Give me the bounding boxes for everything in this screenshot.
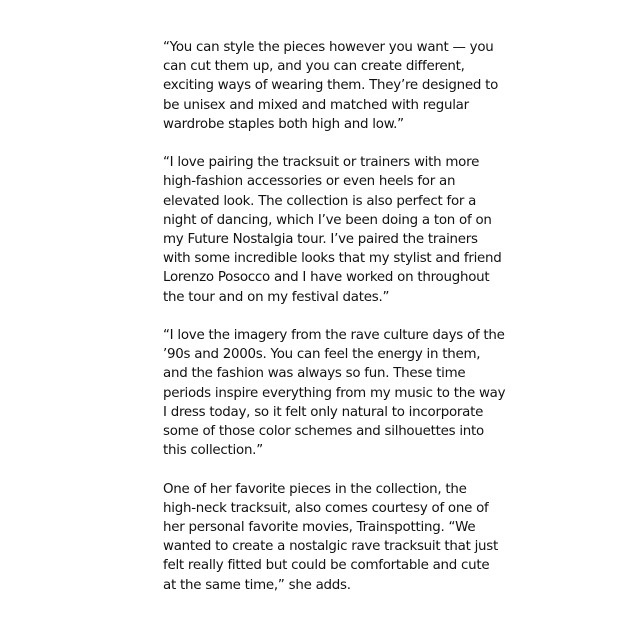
text-line: with some incredible looks that my stylist and friend bbox=[163, 251, 502, 267]
narrative-paragraph-tracksuit bbox=[163, 480, 499, 595]
text-line: can cut them up, and you can create different, bbox=[163, 59, 465, 75]
text-line: my Future Nostalgia tour. I’ve paired the trainers bbox=[163, 232, 478, 248]
text-line: at the same time,” she adds. bbox=[163, 577, 351, 593]
text-line: and the fashion was always so fun. These time bbox=[163, 366, 466, 382]
text-line: high-neck tracksuit, also comes courtesy of one of bbox=[163, 500, 489, 516]
text-line: periods inspire everything from my music to the way bbox=[163, 385, 506, 401]
text-line: Lorenzo Posocco and I have worked on throughout bbox=[163, 270, 490, 286]
text-line: high-fashion accessories or even heels for an bbox=[163, 174, 456, 190]
text-line: “I love pairing the tracksuit or trainers with more bbox=[163, 155, 480, 171]
text-line: wardrobe staples both high and low.” bbox=[163, 116, 404, 132]
text-line: “You can style the pieces however you want — you bbox=[163, 40, 494, 55]
text-line: some of those color schemes and silhouettes into bbox=[163, 424, 484, 440]
text-line: night of dancing, which I’ve been doing a ton of on bbox=[163, 212, 492, 228]
text-line: be unisex and mixed and matched with regular bbox=[163, 97, 469, 113]
text-line: “I love the imagery from the rave culture days of the bbox=[163, 328, 505, 344]
text-line: One of her favorite pieces in the collection, the bbox=[163, 481, 467, 497]
quote-paragraph-rave-culture bbox=[163, 326, 506, 460]
text-line: felt really fitted but could be comfortable and cute bbox=[163, 558, 490, 574]
text-line: the tour and on my festival dates.” bbox=[163, 289, 390, 305]
text-line: this collection.” bbox=[163, 443, 263, 459]
text-line: I dress today, so it felt only natural to incorporate bbox=[163, 404, 484, 420]
text-line: wanted to create a nostalgic rave tracksuit that just bbox=[163, 539, 499, 555]
text-line: her personal favorite movies, Trainspotting. “We bbox=[163, 520, 476, 536]
quote-paragraph-pairing bbox=[163, 153, 502, 307]
text-line: elevated look. The collection is also perfect for a bbox=[163, 193, 477, 209]
article-body bbox=[163, 38, 506, 614]
text-line: exciting ways of wearing them. They’re designed to bbox=[163, 78, 499, 94]
quote-paragraph-styling bbox=[163, 38, 499, 134]
text-line: ’90s and 2000s. You can feel the energy in them, bbox=[163, 347, 481, 363]
